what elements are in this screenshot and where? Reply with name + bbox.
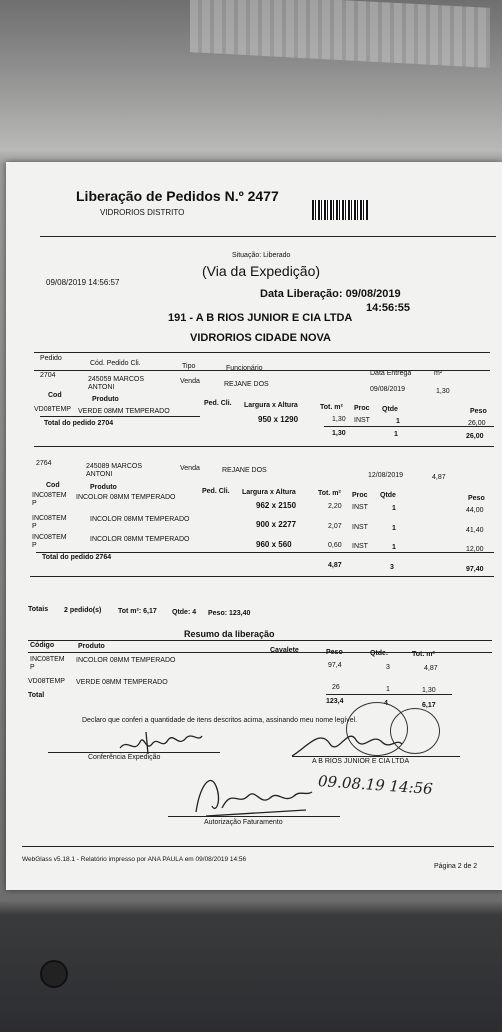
item-dims: 900 x 2277: [256, 520, 297, 529]
item-qtde: 1: [392, 544, 396, 551]
item-code-2: P: [32, 542, 37, 549]
item-col-ped-cli: Ped. Cli.: [204, 400, 232, 407]
col-cod-pedido-cli: Cód. Pedido Cli.: [90, 360, 141, 367]
item-qtde: 1: [392, 505, 396, 512]
item-peso: 12,00: [466, 546, 484, 553]
barcode-icon: [312, 200, 368, 220]
autorizacao-label: Autorização Faturamento: [204, 819, 283, 826]
order-delivery-date: 09/08/2019: [370, 386, 406, 393]
item-col-largura-altura: Largura x Altura: [242, 489, 296, 496]
footer-text: WebGlass v5.18.1 - Relatório impresso por ANA PAULA em 09/08/2019 14:56: [22, 856, 247, 863]
summary-col-peso: Peso: [326, 649, 343, 656]
item-product: VERDE 08MM TEMPERADO: [78, 408, 170, 415]
totals-m2: Tot m²: 6,17: [118, 608, 157, 615]
signature-line: [168, 816, 340, 817]
divider: [36, 552, 494, 553]
item-proc: INST: [352, 504, 368, 511]
document-page: [6, 162, 502, 890]
item-col-proc: Proc: [354, 405, 370, 412]
item-code-2: P: [32, 500, 37, 507]
autorizacao-signature: [186, 766, 316, 822]
item-code: INC08TEM: [32, 515, 67, 522]
summary-peso: 97,4: [328, 662, 342, 669]
item-peso: 41,40: [466, 527, 484, 534]
summary-col-produto: Produto: [78, 643, 105, 650]
item-col-largura-altura: Largura x Altura: [244, 402, 298, 409]
item-code: INC08TEM: [32, 492, 67, 499]
divider: [28, 652, 492, 653]
item-col-proc: Proc: [352, 492, 368, 499]
item-col-tot-m2: Tot. m²: [320, 404, 343, 411]
item-code: VD08TEMP: [34, 406, 71, 413]
order-client-code: 245059 MARCOS: [88, 376, 145, 383]
summary-col-qtde: Qtde.: [370, 650, 388, 657]
item-proc: INST: [352, 543, 368, 550]
divider: [40, 236, 496, 237]
print-datetime: 09/08/2019 14:56:57: [46, 278, 120, 287]
item-peso: 44,00: [466, 507, 484, 514]
order-total-label: Total do pedido 2704: [44, 420, 114, 427]
summary-col-tot-m2: Tot. m²: [412, 651, 435, 658]
col-funcionario: Funcionário: [226, 365, 263, 372]
item-col-cod: Cod: [48, 392, 62, 399]
order-delivery-date: 12/08/2019: [368, 472, 404, 479]
item-col-peso: Peso: [470, 408, 487, 415]
client-signature-label: A B RIOS JUNIOR E CIA LTDA: [312, 758, 410, 765]
order-employee: REJANE DOS: [222, 467, 267, 474]
divider: [40, 416, 200, 417]
order-type: Venda: [180, 378, 200, 385]
item-proc: INST: [352, 524, 368, 531]
order-total-m2: 1,30: [332, 430, 346, 437]
order-total-peso: 97,40: [466, 566, 484, 573]
order-client-code-2: ANTONI: [88, 384, 115, 391]
item-product: INCOLOR 08MM TEMPERADO: [90, 536, 190, 543]
item-tot-m2: 0,60: [328, 542, 342, 549]
divider: [28, 640, 492, 641]
item-tot-m2: 2,07: [328, 523, 342, 530]
summary-product: INCOLOR 08MM TEMPERADO: [76, 657, 176, 664]
order-total-qtde: 1: [394, 431, 398, 438]
conferencia-label: Conferência Expedição: [88, 754, 161, 761]
client-line: 191 - A B RIOS JUNIOR E CIA LTDA: [168, 312, 353, 324]
divider: [326, 694, 452, 695]
item-col-ped-cli: Ped. Cli.: [202, 488, 230, 495]
item-dims: 960 x 560: [256, 540, 292, 549]
item-code-2: P: [32, 523, 37, 530]
order-m2: 1,30: [436, 388, 450, 395]
col-tipo: Tipo: [182, 363, 196, 370]
order-total-peso: 26,00: [466, 433, 484, 440]
page-number: Página 2 de 2: [434, 863, 478, 870]
summary-code: INC08TEM: [30, 656, 65, 663]
item-dims: 962 x 2150: [256, 501, 297, 510]
item-proc: INST: [354, 417, 370, 424]
item-qtde: 1: [396, 418, 400, 425]
col-m2: m²: [434, 370, 443, 377]
fabric-pattern-icon: [40, 960, 68, 988]
summary-tot-m2: 1,30: [422, 687, 436, 694]
handwritten-date: 09.08.19 14:56: [317, 772, 434, 798]
signature-line: [292, 756, 460, 757]
item-col-produto: Produto: [90, 484, 117, 491]
summary-qtde: 3: [386, 664, 390, 671]
status-text: Situação: Liberado: [232, 252, 291, 259]
divider: [324, 426, 494, 427]
col-pedido: Pedido: [40, 355, 62, 362]
totals-peso: Peso: 123,40: [208, 610, 251, 617]
declaration-text: Declaro que conferi a quantidade de itens descritos acima, assinando meu nome legível.: [82, 717, 358, 724]
divider: [22, 846, 494, 847]
data-liberacao-time: 14:56:55: [366, 302, 411, 314]
client-sub: VIDRORIOS CIDADE NOVA: [190, 332, 331, 344]
summary-code-2: P: [30, 664, 35, 671]
item-tot-m2: 1,30: [332, 416, 346, 423]
summary-product: VERDE 08MM TEMPERADO: [76, 679, 168, 686]
item-product: INCOLOR 08MM TEMPERADO: [90, 516, 190, 523]
col-data-entrega: Data Entrega: [370, 370, 412, 377]
company-name: VIDRORIOS DISTRITO: [100, 208, 185, 217]
order-total-qtde: 3: [390, 564, 394, 571]
order-total-label: Total do pedido 2764: [42, 554, 112, 561]
data-liberacao: Data Liberação: 09/08/2019: [260, 288, 401, 300]
divider: [34, 352, 490, 353]
totals-label: Totais: [28, 606, 49, 613]
order-type: Venda: [180, 465, 200, 472]
summary-col-cavalete: Cavalete: [270, 647, 299, 654]
item-tot-m2: 2,20: [328, 503, 342, 510]
order-m2: 4,87: [432, 474, 446, 481]
summary-tot-m2: 4,87: [424, 665, 438, 672]
order-employee: REJANE DOS: [224, 381, 269, 388]
summary-code: VD08TEMP: [28, 678, 65, 685]
background-shelf: [190, 0, 490, 68]
item-col-cod: Cod: [46, 482, 60, 489]
summary-total-peso: 123,4: [326, 698, 344, 705]
order-client-code: 245089 MARCOS: [86, 463, 143, 470]
summary-total-m2: 6,17: [422, 702, 436, 709]
divider: [34, 446, 494, 447]
summary-col-codigo: Código: [30, 642, 55, 649]
divider: [34, 370, 490, 371]
summary-qtde: 1: [386, 686, 390, 693]
totals-qtde: Qtde: 4: [172, 609, 197, 616]
item-qtde: 1: [392, 525, 396, 532]
summary-title: Resumo da liberação: [184, 629, 275, 639]
item-col-tot-m2: Tot. m²: [318, 490, 341, 497]
totals-pedidos: 2 pedido(s): [64, 607, 102, 614]
order-number: 2764: [36, 460, 52, 467]
item-col-produto: Produto: [92, 396, 119, 403]
order-client-code-2: ANTONI: [86, 471, 113, 478]
item-col-qtde: Qtde: [382, 406, 398, 413]
item-peso: 26,00: [468, 420, 486, 427]
via-label: (Via da Expedição): [202, 263, 321, 279]
order-total-m2: 4,87: [328, 562, 342, 569]
item-col-peso: Peso: [468, 495, 485, 502]
item-dims: 950 x 1290: [258, 415, 299, 424]
item-product: INCOLOR 08MM TEMPERADO: [76, 494, 176, 501]
summary-total-qtde: 4: [384, 700, 388, 707]
summary-total-label: Total: [28, 692, 45, 699]
signature-line: [48, 752, 220, 753]
divider: [30, 576, 494, 577]
document-title: Liberação de Pedidos N.º 2477: [76, 188, 279, 204]
item-col-qtde: Qtde: [380, 492, 396, 499]
item-code: INC08TEM: [32, 534, 67, 541]
order-number: 2704: [40, 372, 56, 379]
summary-peso: 26: [332, 684, 340, 691]
